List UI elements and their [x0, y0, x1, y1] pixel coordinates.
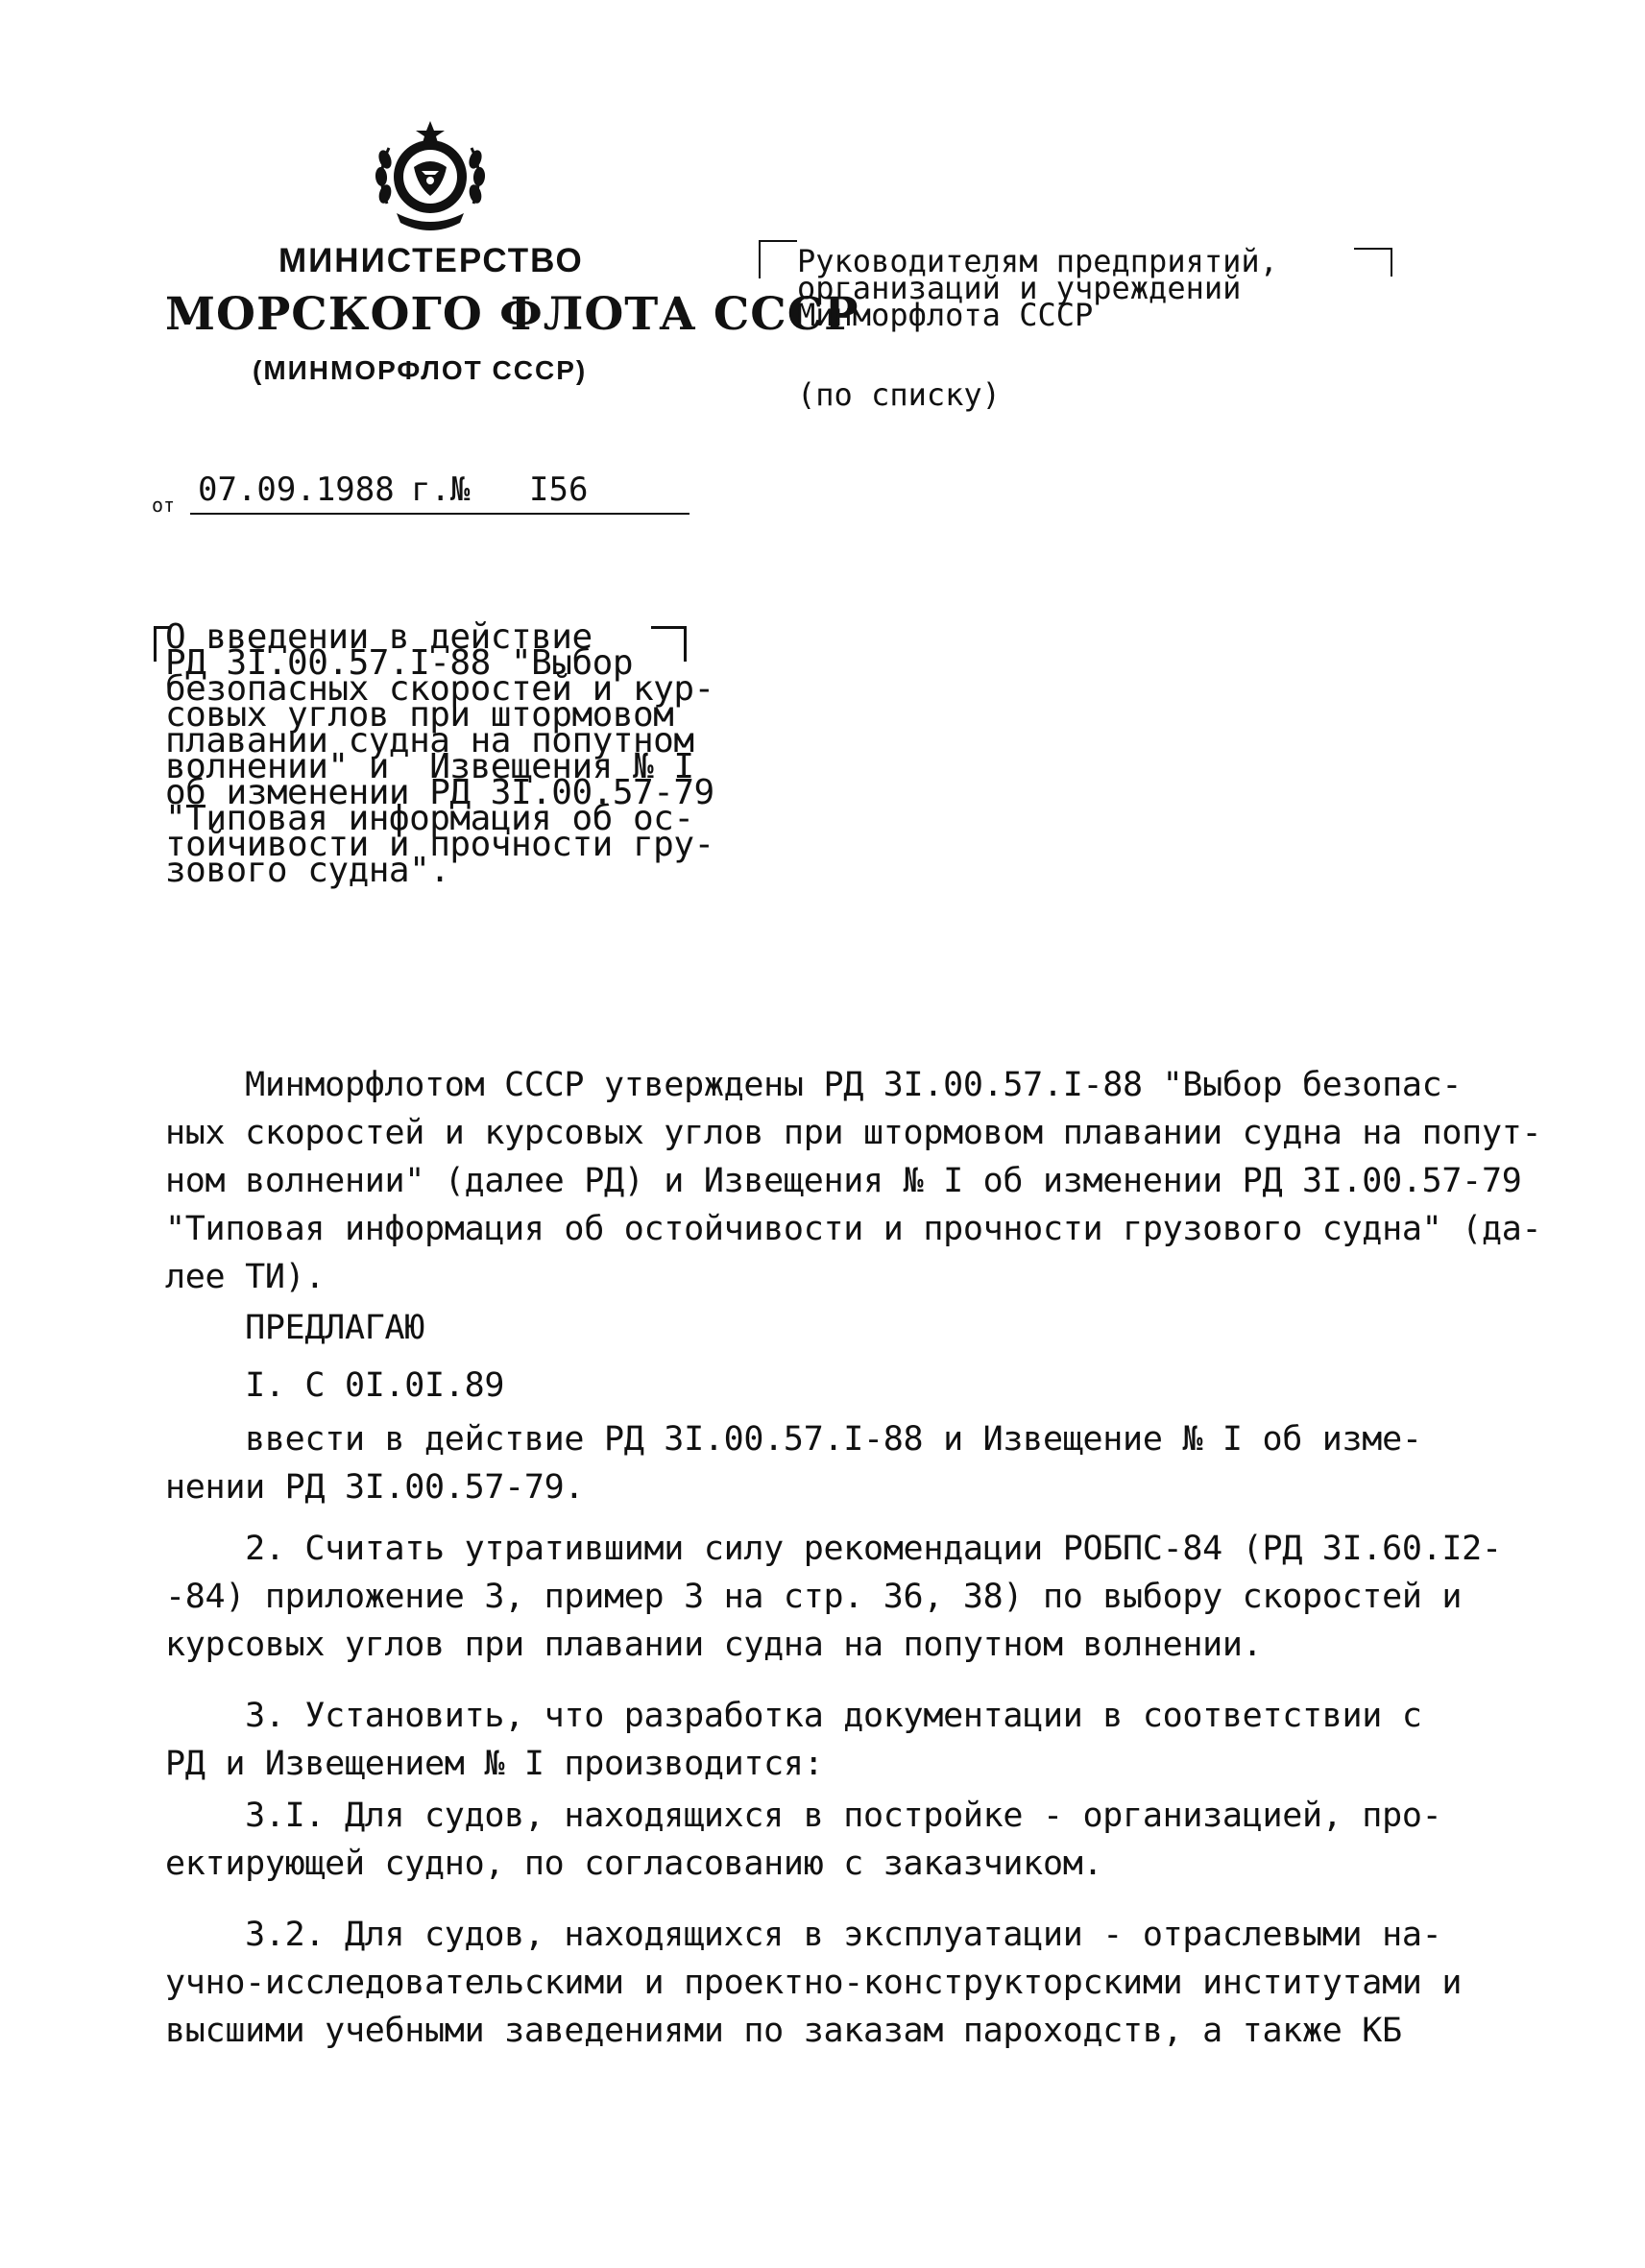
- date-ot-label: от: [152, 494, 176, 517]
- body-item-3-1-text: 3.I. Для судов, находящихся в постройке - организацией, про- ектирующей судно, по согласованию с заказчиком.: [165, 1797, 1442, 1883]
- addressee-note: (по списку): [797, 376, 1001, 413]
- date-number-line: [152, 470, 689, 519]
- body-propose-heading: ПРЕДЛАГАЮ: [165, 1309, 425, 1347]
- body-item-1-heading: I. С 0I.0I.89: [165, 1366, 505, 1405]
- body-item-2-text: 2. Считать утратившими силу рекомендации РОБПС-84 (РД 3I.60.I2- -84) приложение 3, пример 3 на стр. 36, 38) по выбору скоростей и курсовых углов при плавании судна на попутном волнении.: [165, 1530, 1502, 1664]
- addressee-corner-right: [1354, 248, 1392, 277]
- date-g-label: г.№: [411, 470, 471, 509]
- state-emblem-icon: [368, 117, 493, 240]
- ministry-title-line2: МОРСКОГО ФЛОТА СССР: [165, 288, 859, 341]
- addressee-text: Руководителям предприятий, организаций и учреждений Минморфлота СССР: [797, 243, 1278, 333]
- document-number: I56: [529, 470, 589, 509]
- date-underline: [190, 513, 689, 515]
- addressee-corner-left: [759, 240, 797, 278]
- body-item-1-text: ввести в действие РД 3I.00.57.I-88 и Извещение № I об изме- нении РД 3I.00.57-79.: [165, 1420, 1422, 1507]
- body-intro-paragraph: Минморфлотом СССР утверждены РД 3I.00.57.I-88 "Выбор безопас- ных скоростей и курсовых углов при штормовом плавании судна на попут- ном волнении" (далее РД) и Извещения № I об изменении РД 3I.00.57-79 "Типовая информация об остойчивости и прочности грузового судна" (да- лее ТИ).: [165, 1066, 1542, 1296]
- body-item-3-2-text: 3.2. Для судов, находящихся в эксплуатации - отраслевыми на- учно-исследовательскими и проектно-конструкторскими институтами и высшими учебными заведениями по заказам пароходств, а также КБ: [165, 1916, 1463, 2050]
- body-item-3-text: 3. Установить, что разработка документации в соответствии с РД и Извещением № I производится:: [165, 1697, 1422, 1783]
- ministry-abbreviation: (МИНМОРФЛОТ СССР): [253, 355, 588, 385]
- document-date: 07.09.1988: [198, 470, 395, 509]
- ministry-title-line1: МИНИСТЕРСТВО: [278, 242, 584, 279]
- document-subject: О введении в действие РД 3I.00.57.I-88 "Выбор безопасных скоростей и кур- совых углов при штормовом плавании судна на попутном волнении" и Извещения № I об изменении РД 3I.00.57-79 "Типовая информация об ос- тойчивости и прочности гру- зового судна".: [165, 617, 714, 890]
